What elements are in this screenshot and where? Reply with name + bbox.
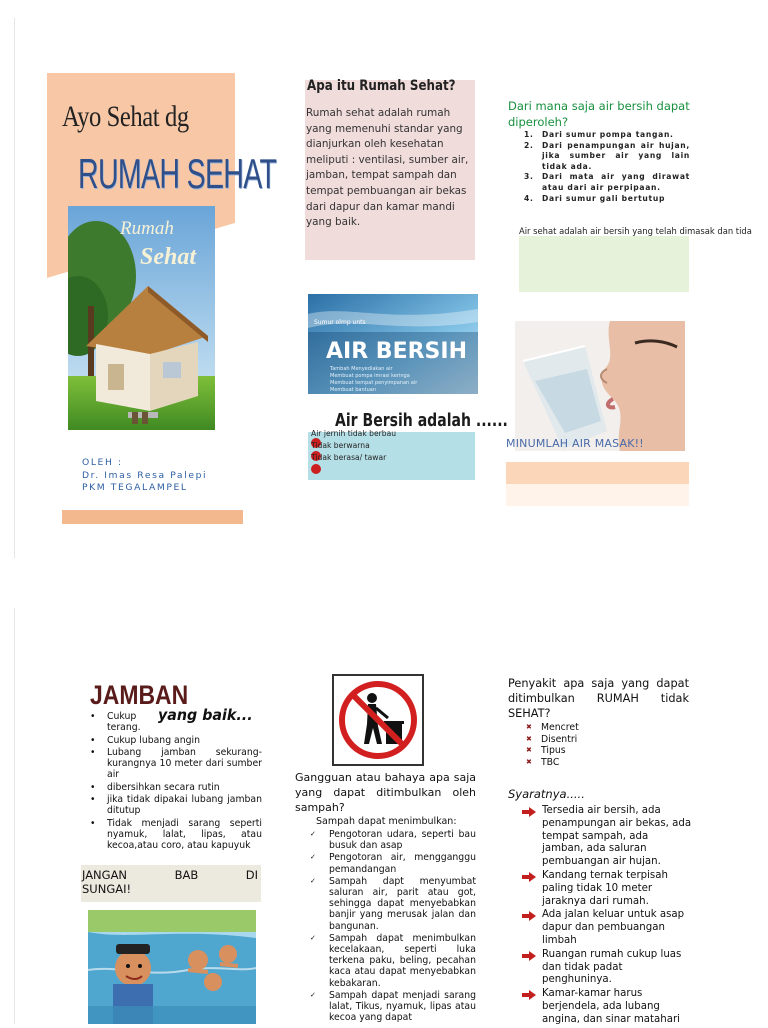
syarat-heading: Syaratnya..... (508, 787, 585, 801)
list-item: 2. Dari penampungan air hujan, jika sumber air yang lain tidak ada. (524, 140, 690, 171)
list-item: • Tidak menjadi sarang seperti nyamuk, lalat, lipas, atau kecoa,atau coro, atau kapuyuk (90, 818, 262, 852)
list-item: Air jernih tidak berbau (311, 429, 397, 438)
syarat-list (522, 805, 692, 1028)
list-item: Tersedia air bersih, ada penampungan air bekas, ada tempat sampah, ada jamban, ada saluran pembuangan air hujan. (522, 805, 692, 869)
no-littering-sign (332, 674, 424, 766)
note-box (519, 236, 689, 292)
list-item: • Lubang jamban sekurang-kurangnya 10 meter dari sumber air (90, 747, 262, 781)
list-item: • jika tidak dipakai lubang jamban ditutup (90, 794, 262, 817)
list-item: • Cukup lubang angin (90, 735, 262, 746)
warning-line: JANGAN BAB DI (82, 868, 258, 882)
list-item: 1. Dari sumur pompa tangan. (524, 130, 674, 139)
banner-line: Membuat pompa imrasi keringa (330, 373, 410, 379)
list-item: 3. Dari mata air yang dirawat atau dari air perpipaan. (524, 172, 690, 192)
river-illustration (88, 910, 256, 1024)
banner-line: Membuat tempat penyimpanan air (330, 380, 418, 386)
list-item: Kamar-kamar harus berjendela, ada lubang angina, dan sinar matahari (522, 988, 692, 1026)
pointer-icon (522, 990, 536, 1005)
drinking-water-photo (515, 321, 685, 451)
disease-list (524, 722, 579, 768)
list-item: ✓ Pengotoran air, mengganggu pemandangan (304, 852, 476, 874)
jamban-criteria-list (90, 711, 262, 853)
list-item: ✓ Sampah dapat menjadi sarang lalat, Tikus, nyamuk, lipas atau kecoa yang dapat (304, 990, 476, 1024)
list-item: • Cukup terang. (90, 711, 262, 734)
cover-title: Ayo Sehat dg (62, 100, 189, 133)
water-source-question: Dari mana saja air bersih dapat diperoleh? (508, 99, 690, 129)
list-item: ✖ Disentri (524, 734, 579, 746)
definition-text: Rumah sehat adalah rumah yang memenuhi standar yang dianjurkan oleh kesehatan meliputi : ventilasi, sumber air, jamban, tempat sampah dan tempat pembuangan air bekas dari dapur dan kamar mandi yang baik. (306, 107, 469, 229)
list-item: ✓ Sampah dapat menimbulkan kecelakaan, seperti luka terkena paku, beling, pecahan kaca atau dapat menyebabkan kebakaran. (304, 933, 476, 989)
list-item: Kandang ternak terpisah paling tidak 10 meter jaraknya dari rumah. (522, 870, 692, 908)
list-item: Ruangan rumah cukup luas dan tidak padat penghuninya. (522, 949, 692, 987)
pointer-icon (522, 807, 536, 822)
author-name: Dr. Imas Resa Palepi (82, 469, 208, 481)
banner-small-text: Sumur olmp unts (314, 319, 366, 326)
author-block (82, 457, 207, 495)
sampah-effects-list (304, 829, 476, 1024)
pointer-icon (522, 951, 536, 966)
list-item: ✖ TBC (524, 757, 579, 769)
list-item: ✖ Mencret (524, 722, 579, 734)
page-edge (14, 608, 15, 1024)
bullet-icon (311, 464, 321, 474)
pointer-icon (522, 872, 536, 887)
pointer-icon (522, 911, 536, 926)
air-sehat-note: Air sehat adalah air bersih yang telah dimasak dan tida (519, 226, 752, 236)
list-item: Tidak berwarna (311, 440, 370, 450)
list-item: Tidak berasa/ tawar (311, 452, 387, 462)
footer-bar (506, 462, 689, 484)
sampah-subtitle: Sampah dapat menimbulkan: (316, 816, 457, 827)
cover-title-main: RUMAH SEHAT (78, 150, 277, 197)
author-label: OLEH : (82, 457, 123, 468)
list-item: ✖ Tipus (524, 745, 579, 757)
list-item: Ada jalan keluar untuk asap dapur dan pembuangan limbah (522, 909, 692, 947)
list-item: 4. Dari sumur gali bertutup (524, 193, 666, 203)
jamban-subheading: yang baik... (158, 706, 253, 724)
cover-footer-bar (62, 510, 243, 524)
banner-title: AIR BERSIH (326, 339, 467, 364)
disease-question: Penyakit apa saja yang dapat ditimbulkan RUMAH tidak SEHAT? (508, 677, 689, 721)
author-org: PKM TEGALAMPEL (82, 482, 188, 493)
jamban-heading: JAMBAN (90, 680, 189, 710)
banner-line: Tambah Menyediakan air (330, 366, 393, 372)
list-item: • dibersihkan secara rutin (90, 782, 262, 793)
drink-caption: MINUMLAH AIR MASAK!! (506, 437, 644, 450)
house-illustration (68, 206, 215, 430)
definition-heading: Apa itu Rumah Sehat? (307, 78, 456, 94)
list-item: ✓ Pengotoran udara, seperti bau busuk dan asap (304, 829, 476, 851)
footer-bar-light (506, 484, 689, 506)
air-bersih-heading: Air Bersih adalah ...... (335, 410, 508, 431)
page-edge (14, 18, 15, 558)
photo-text-sehat: Sehat (140, 244, 197, 270)
warning-line: SUNGAI! (82, 882, 132, 896)
water-source-list (520, 130, 690, 204)
photo-text-rumah: Rumah (120, 218, 174, 239)
warning-text (82, 868, 258, 896)
air-bersih-banner (308, 294, 478, 394)
sampah-question: Gangguan atau bahaya apa saja yang dapat ditimbulkan oleh sampah? (295, 771, 476, 815)
banner-line: Membuat bantuan (330, 387, 376, 393)
list-item: ✓ Sampah dapt menyumbat saluran air, parit atau got, sehingga dapat menyebabkan banjir yang merusak jalan dan bangunan. (304, 876, 476, 932)
air-bersih-list (311, 428, 396, 463)
